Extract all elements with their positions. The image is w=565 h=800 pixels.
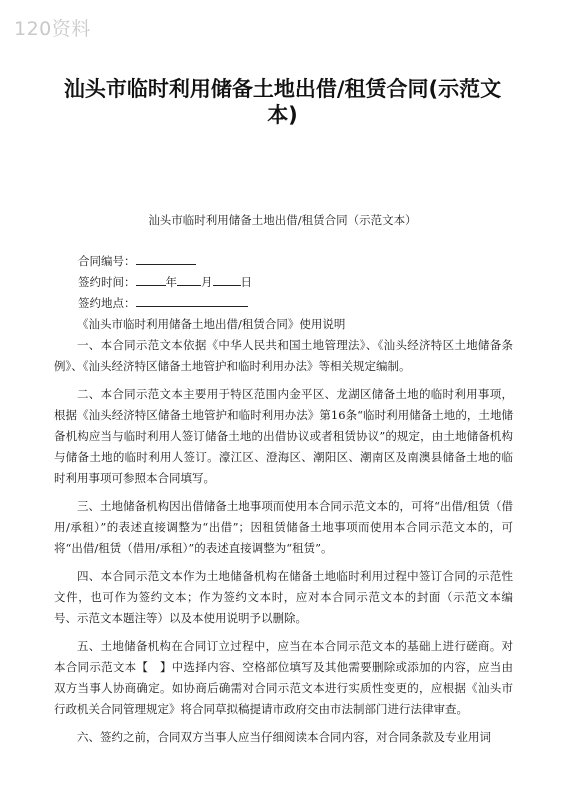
instructions-heading: 《汕头市临时利用储备土地出借/租赁合同》使用说明 xyxy=(77,317,346,331)
document-body xyxy=(54,251,513,755)
paragraph-4: 四、本合同示范文本作为土地储备机构在储备土地临时利用过程中签订合同的示范性文件，也可作为签约文本；作为签约文本时，应对本合同示范文本的封面（示范文本编号、示范文本题注等）以及本使用说明予以删除。 xyxy=(54,569,513,625)
year-blank xyxy=(136,272,166,286)
sign-time-field xyxy=(54,272,513,293)
paragraph-1: 一、本合同示范文本依据《中华人民共和国土地管理法》、《汕头经济特区土地储备条例》、《汕头经济特区储备土地管护和临时利用办法》等相关规定编制。 xyxy=(54,338,513,373)
day-blank xyxy=(213,272,241,286)
sign-place-label: 签约地点： xyxy=(78,296,136,310)
sign-place-blank xyxy=(136,293,248,307)
paragraph-2: 二、本合同示范文本主要用于特区范围内金平区、龙湖区储备土地的临时利用事项，根据《汕头经济特区储备土地管护和临时利用办法》第16条“临时利用储备土地的，土地储备机构应当与临时利用人签订储备土地的出借协议或者租赁协议”的规定，由土地储备机构与储备土地的临时利用人签订。濠江区、澄海区、潮阳区、潮南区及南澳县储备土地的临时利用事项可参照本合同填写。 xyxy=(54,387,513,485)
month-label: 月 xyxy=(201,275,213,289)
year-label: 年 xyxy=(165,275,177,289)
contract-number-field xyxy=(54,251,513,272)
sign-time-label: 签约时间： xyxy=(78,275,136,289)
month-blank xyxy=(177,272,201,286)
contract-number-label: 合同编号： xyxy=(78,254,136,268)
document-subtitle: 汕头市临时利用储备土地出借/租赁合同（示范文本） xyxy=(148,213,417,227)
watermark-logo: 120资料 xyxy=(14,18,91,40)
sign-place-field xyxy=(54,293,513,314)
paragraph-5: 五、土地储备机构在合同订立过程中，应当在本合同示范文本的基础上进行磋商。对本合同示范文本【 】中选择内容、空格部位填写及其他需要删除或添加的内容，应当由双方当事人协商确定。如协商后确需对合同示范文本进行实质性变更的，应根据《汕头市行政机关合同管理规定》将合同草拟稿提请市政府交由市法制部门进行法律审查。 xyxy=(54,639,513,716)
paragraph-3: 三、土地储备机构因出借储备土地事项而使用本合同示范文本的，可将“出借/租赁（借用/承租）”的表述直接调整为“出借”；因租赁储备土地事项而使用本合同示范文本的，可将“出借/租赁（借用/承租）”的表述直接调整为“租赁”。 xyxy=(54,499,513,555)
document-title: 汕头市临时利用储备土地出借/租赁合同(示范文本) xyxy=(63,77,502,127)
paragraph-6: 六、签约之前，合同双方当事人应当仔细阅读本合同内容，对合同条款及专业用词 xyxy=(77,730,491,744)
contract-number-blank xyxy=(136,251,196,265)
day-label: 日 xyxy=(240,275,252,289)
